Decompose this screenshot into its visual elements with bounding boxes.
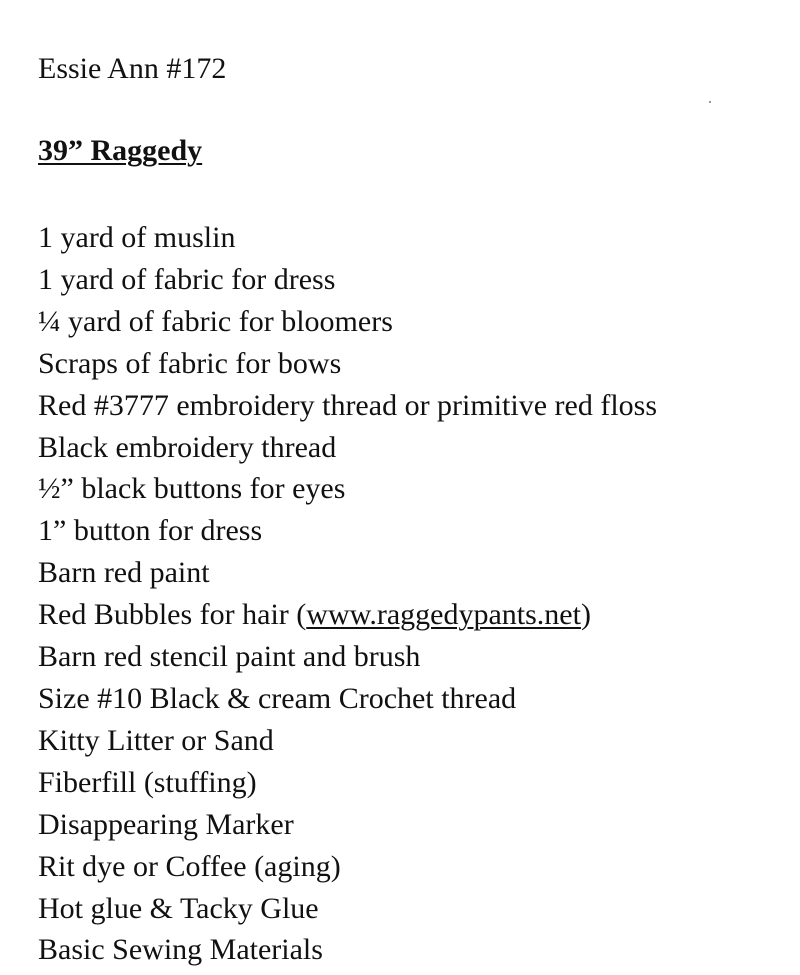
supply-item: Barn red stencil paint and brush — [38, 640, 421, 674]
supply-item: 1 yard of muslin — [38, 221, 236, 254]
pattern-title: 39” Raggedy — [38, 134, 203, 167]
supply-item: Disappearing Marker — [38, 807, 294, 841]
supply-item-text: ) — [580, 598, 591, 632]
supply-item-with-link — [38, 594, 657, 636]
supply-item: Scraps of fabric for bows — [38, 346, 342, 380]
pattern-number: Essie Ann #172 — [38, 52, 227, 85]
supply-item: Rit dye or Coffee (aging) — [38, 849, 341, 883]
website-link[interactable]: www.raggedypants.net — [306, 598, 581, 632]
supply-item: Size #10 Black & cream Crochet thread — [38, 681, 517, 715]
supply-item: Black embroidery thread — [38, 430, 337, 464]
supply-item: Hot glue & Tacky Glue — [38, 891, 319, 925]
supply-list — [38, 217, 657, 971]
supply-item: Kitty Litter or Sand — [38, 723, 274, 757]
supply-item: 1 yard of fabric for dress — [38, 262, 336, 296]
supply-item: 1” button for dress — [38, 514, 263, 548]
supply-item: Basic Sewing Materials — [38, 933, 323, 967]
supply-item: Barn red paint — [38, 556, 210, 590]
scan-speck — [709, 101, 711, 103]
supply-item: Fiberfill (stuffing) — [38, 765, 257, 799]
supply-item-text: Red Bubbles for hair ( — [38, 598, 307, 632]
supply-item: Red #3777 embroidery thread or primitive red floss — [38, 388, 658, 422]
supply-item: ¼ yard of fabric for bloomers — [38, 304, 393, 338]
supply-item: ½” black buttons for eyes — [38, 472, 346, 506]
